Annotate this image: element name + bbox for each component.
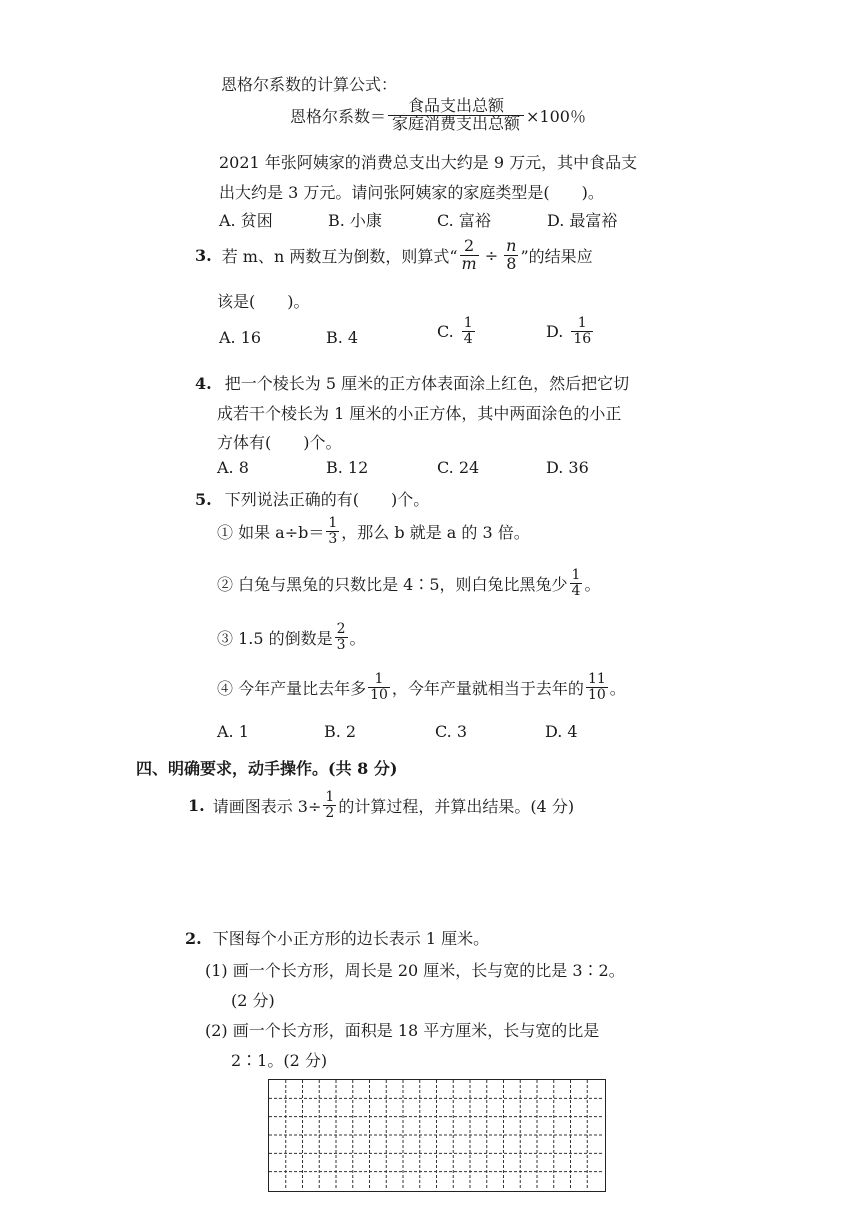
q5-option-d: D. 4 bbox=[545, 722, 578, 741]
q3-operator: ÷ bbox=[484, 245, 499, 265]
q3-f2-numerator: n bbox=[506, 236, 517, 255]
q5-s3-b: 。 bbox=[349, 628, 366, 648]
q3-option-c-fraction bbox=[462, 316, 475, 346]
q4-number: 4. bbox=[195, 374, 212, 393]
formula-lhs: 恩格尔系数＝ bbox=[290, 106, 387, 126]
s4p1-fraction bbox=[323, 790, 336, 820]
q5-s4-denominator-1: 10 bbox=[370, 686, 388, 703]
q3-fraction-2 bbox=[504, 238, 518, 273]
s4p2-number: 2. bbox=[185, 929, 202, 948]
s4p2-sub1-line2: (2 分) bbox=[231, 991, 275, 1010]
q5-option-c: C. 3 bbox=[435, 722, 468, 741]
s4p1-number: 1. bbox=[188, 795, 205, 815]
q3-option-c-numerator: 1 bbox=[463, 315, 473, 331]
q5-number: 5. bbox=[195, 490, 212, 509]
section4-problem-1 bbox=[188, 790, 574, 820]
engel-text-line2: 出大约是 3 万元。请问张阿姨家的家庭类型是( )。 bbox=[219, 183, 604, 202]
section4-heading: 四、明确要求，动手操作。(共 8 分) bbox=[136, 759, 398, 778]
q3-option-d-numerator: 1 bbox=[577, 315, 587, 331]
engel-option-d: D. 最富裕 bbox=[547, 211, 618, 230]
q3-option-b: B. 4 bbox=[326, 328, 359, 347]
q3-option-d-fraction bbox=[571, 316, 593, 346]
formula-fraction bbox=[388, 98, 524, 133]
q3-option-d-denominator: 16 bbox=[573, 330, 592, 347]
engel-text-line1: 2021 年张阿姨家的消费总支出大约是 9 万元，其中食品支 bbox=[219, 153, 638, 172]
q5-stem bbox=[195, 487, 429, 510]
q5-s1-numerator: 1 bbox=[328, 515, 338, 531]
q3-f1-denominator: m bbox=[461, 253, 477, 273]
q5-s4-a: ④ 今年产量比去年多 bbox=[217, 678, 367, 698]
s4p2-sub2-line2: 2∶1。(2 分) bbox=[231, 1051, 328, 1070]
q5-s1-fraction bbox=[326, 516, 339, 546]
q5-s3-a: ③ 1.5 的倒数是 bbox=[217, 628, 333, 648]
q4-option-d: D. 36 bbox=[546, 458, 589, 477]
q4-line2: 成若干个棱长为 1 厘米的小正方体，其中两面涂色的小正 bbox=[217, 404, 622, 423]
q5-s2-a: ② 白兔与黑兔的只数比是 4∶5，则白兔比黑兔少 bbox=[217, 574, 568, 594]
q3-option-c-prefix: C. bbox=[437, 321, 454, 341]
engel-option-a: A. 贫困 bbox=[219, 211, 273, 230]
q3-option-d-prefix: D. bbox=[546, 321, 564, 341]
q3-f1-numerator: 2 bbox=[464, 236, 475, 255]
s4p2-text: 下图每个小正方形的边长表示 1 厘米。 bbox=[212, 929, 490, 948]
q5-statement-3 bbox=[217, 622, 366, 652]
q5-statement-2 bbox=[217, 568, 600, 598]
q3-fraction-1 bbox=[460, 238, 479, 273]
q3-option-d bbox=[546, 316, 595, 346]
q5-s3-numerator: 2 bbox=[336, 621, 346, 637]
q5-s3-denominator: 3 bbox=[336, 636, 346, 653]
q3-option-c-denominator: 4 bbox=[463, 330, 473, 347]
q3-stem bbox=[195, 238, 593, 273]
q3-number: 3. bbox=[195, 245, 212, 265]
q3-f2-denominator: 8 bbox=[506, 253, 517, 273]
q5-s1-a: ① 如果 a÷b＝ bbox=[217, 522, 325, 542]
q5-s4-fraction-2 bbox=[586, 672, 608, 702]
q5-s2-b: 。 bbox=[584, 574, 601, 594]
grid-lines bbox=[269, 1080, 604, 1190]
section4-problem-2 bbox=[185, 926, 489, 949]
s4p1-text-a: 请画图表示 3÷ bbox=[212, 796, 322, 816]
q5-s4-numerator-2: 11 bbox=[587, 671, 606, 687]
q5-s1-b: ，那么 b 就是 a 的 3 倍。 bbox=[341, 522, 530, 542]
q5-option-a: A. 1 bbox=[217, 722, 249, 741]
engel-option-c: C. 富裕 bbox=[437, 211, 491, 230]
q5-s2-denominator: 4 bbox=[571, 582, 581, 599]
q4-line1-text: 把一个棱长为 5 厘米的正方体表面涂上红色，然后把它切 bbox=[224, 374, 630, 393]
grid-paper[interactable] bbox=[268, 1079, 606, 1192]
s4p2-sub1-line1: (1) 画一个长方形，周长是 20 厘米，长与宽的比是 3∶2。 bbox=[205, 961, 625, 980]
engel-option-b: B. 小康 bbox=[328, 211, 382, 230]
q5-s4-denominator-2: 10 bbox=[587, 686, 606, 703]
q4-option-b: B. 12 bbox=[326, 458, 369, 477]
q5-s1-denominator: 3 bbox=[328, 530, 338, 547]
q3-text-b: ”的结果应 bbox=[520, 246, 593, 266]
q5-s4-fraction-1 bbox=[368, 672, 390, 702]
formula-denominator: 家庭消费支出总额 bbox=[388, 115, 524, 133]
engel-formula bbox=[290, 98, 586, 133]
q5-option-b: B. 2 bbox=[324, 722, 357, 741]
q5-s3-fraction bbox=[335, 622, 348, 652]
formula-tail: ×100％ bbox=[526, 106, 586, 126]
q5-stem-text: 下列说法正确的有( )个。 bbox=[224, 490, 430, 509]
q5-s4-c: 。 bbox=[609, 678, 626, 698]
q4-option-c: C. 24 bbox=[437, 458, 480, 477]
q5-s2-fraction bbox=[570, 568, 583, 598]
q5-s2-numerator: 1 bbox=[571, 567, 581, 583]
q5-s4-b: ，今年产量就相当于去年的 bbox=[391, 678, 584, 698]
q4-line1 bbox=[195, 371, 629, 394]
q5-s4-numerator-1: 1 bbox=[374, 671, 384, 687]
s4p1-denominator: 2 bbox=[325, 804, 335, 821]
q3-option-a: A. 16 bbox=[219, 328, 262, 347]
q3-option-c bbox=[437, 316, 477, 346]
formula-numerator: 食品支出总额 bbox=[408, 96, 505, 115]
s4p1-text-b: 的计算过程，并算出结果。(4 分) bbox=[338, 796, 575, 816]
q3-line2: 该是( )。 bbox=[217, 292, 310, 311]
q3-text-a: 若 m、n 两数互为倒数，则算式“ bbox=[221, 246, 458, 266]
s4p2-sub2-line1: (2) 画一个长方形，面积是 18 平方厘米，长与宽的比是 bbox=[205, 1021, 600, 1040]
engel-intro: 恩格尔系数的计算公式： bbox=[221, 75, 398, 94]
s4p1-numerator: 1 bbox=[325, 789, 335, 805]
q5-statement-4 bbox=[217, 672, 626, 702]
q5-statement-1 bbox=[217, 516, 530, 546]
q4-line3: 方体有( )个。 bbox=[217, 433, 342, 452]
q4-option-a: A. 8 bbox=[217, 458, 249, 477]
